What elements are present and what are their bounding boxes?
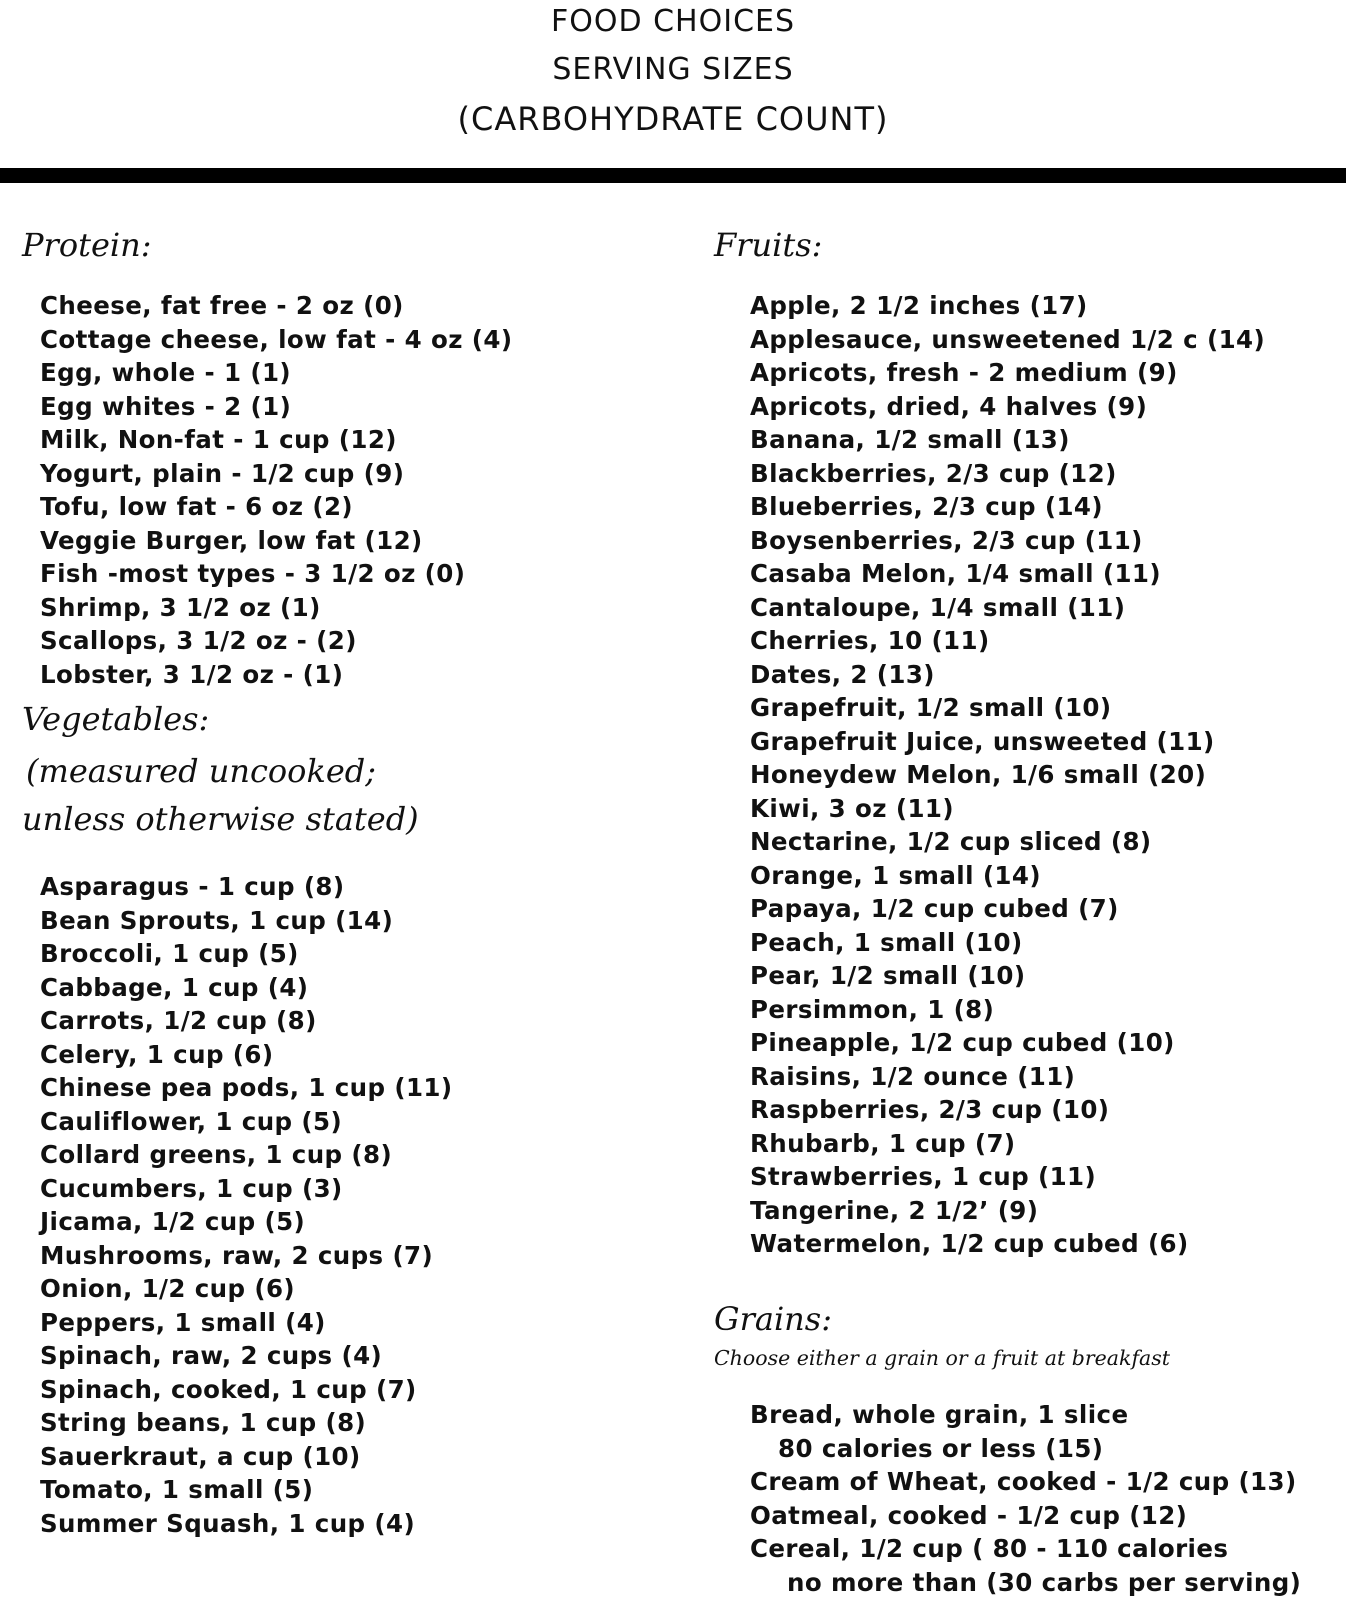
list-item: Cucumbers, 1 cup (3) [40, 1173, 343, 1203]
header-divider [0, 168, 1346, 183]
list-item: Peach, 1 small (10) [750, 927, 1023, 957]
list-item: Apricots, dried, 4 halves (9) [750, 391, 1148, 421]
list-item: Cabbage, 1 cup (4) [40, 972, 309, 1002]
list-item: Spinach, cooked, 1 cup (7) [40, 1374, 417, 1404]
vegetables-list [40, 870, 452, 1540]
list-item: Lobster, 3 1/2 oz - (1) [40, 659, 344, 689]
list-item: Raspberries, 2/3 cup (10) [750, 1095, 1110, 1124]
list-item: Tangerine, 2 1/2’ (9) [750, 1195, 1039, 1225]
list-item: Boysenberries, 2/3 cup (11) [750, 525, 1143, 555]
list-item: Veggie Burger, low fat (12) [40, 525, 423, 555]
list-item: Bean Sprouts, 1 cup (14) [40, 905, 394, 935]
list-item: Peppers, 1 small (4) [40, 1307, 326, 1337]
list-item: Blackberries, 2/3 cup (12) [750, 458, 1117, 488]
list-item: Cottage cheese, low fat - 4 oz (4) [40, 324, 513, 354]
page-subtitle-note: (CARBOHYDRATE COUNT) [457, 100, 889, 138]
list-item: Papaya, 1/2 cup cubed (7) [750, 894, 1119, 923]
list-item: Scallops, 3 1/2 oz - (2) [40, 626, 357, 655]
list-item: Collard greens, 1 cup (8) [40, 1140, 393, 1169]
list-item: Celery, 1 cup (6) [40, 1039, 274, 1069]
list-item: Pineapple, 1/2 cup cubed (10) [750, 1028, 1175, 1057]
vegetables-note-line2: unless otherwise stated) [22, 800, 419, 838]
list-item: Cream of Wheat, cooked - 1/2 cup (13) [750, 1467, 1297, 1496]
list-item: Shrimp, 3 1/2 oz (1) [40, 592, 321, 622]
list-item: Blueberries, 2/3 cup (14) [750, 492, 1103, 521]
list-item: Fish -most types - 3 1/2 oz (0) [40, 559, 466, 588]
grains-list [750, 1398, 1301, 1599]
list-item: Cauliflower, 1 cup (5) [40, 1106, 343, 1136]
list-item: Pear, 1/2 small (10) [750, 961, 1026, 990]
list-item: Cantaloupe, 1/4 small (11) [750, 592, 1126, 622]
list-item: Tofu, low fat - 6 oz (2) [40, 492, 353, 521]
vegetables-heading: Vegetables: [22, 700, 210, 738]
list-item-continuation: no more than (30 carbs per serving) [787, 1567, 1302, 1597]
list-item: Watermelon, 1/2 cup cubed (6) [750, 1229, 1189, 1258]
fruits-heading: Fruits: [714, 226, 823, 264]
list-item: Summer Squash, 1 cup (4) [40, 1508, 416, 1538]
list-item: Egg whites - 2 (1) [40, 391, 292, 421]
list-item: Milk, Non-fat - 1 cup (12) [40, 425, 397, 454]
list-item: Grapefruit, 1/2 small (10) [750, 693, 1112, 722]
grains-note: Choose either a grain or a fruit at breakfast [714, 1346, 1171, 1370]
list-item: Cherries, 10 (11) [750, 626, 990, 655]
list-item: Asparagus - 1 cup (8) [40, 872, 345, 901]
list-item: Casaba Melon, 1/4 small (11) [750, 559, 1161, 588]
list-item: Oatmeal, cooked - 1/2 cup (12) [750, 1500, 1188, 1530]
protein-heading: Protein: [22, 226, 152, 264]
list-item: Raisins, 1/2 ounce (11) [750, 1061, 1076, 1091]
fruits-list [750, 289, 1265, 1261]
list-item: Onion, 1/2 cup (6) [40, 1274, 296, 1303]
list-item: Spinach, raw, 2 cups (4) [40, 1341, 383, 1370]
list-item: Cereal, 1/2 cup ( 80 - 110 calories [750, 1534, 1229, 1563]
protein-list [40, 289, 512, 691]
list-item: Carrots, 1/2 cup (8) [40, 1006, 317, 1035]
list-item: Banana, 1/2 small (13) [750, 425, 1070, 454]
list-item-continuation: 80 calories or less (15) [778, 1433, 1104, 1463]
list-item: Honeydew Melon, 1/6 small (20) [750, 760, 1207, 789]
list-item: Apple, 2 1/2 inches (17) [750, 291, 1088, 320]
list-item: Bread, whole grain, 1 slice [750, 1400, 1129, 1429]
list-item: Chinese pea pods, 1 cup (11) [40, 1073, 453, 1102]
list-item: Apricots, fresh - 2 medium (9) [750, 358, 1178, 387]
list-item: Grapefruit Juice, unsweeted (11) [750, 726, 1215, 756]
list-item: Orange, 1 small (14) [750, 860, 1041, 890]
list-item: Jicama, 1/2 cup (5) [40, 1207, 306, 1236]
list-item: Nectarine, 1/2 cup sliced (8) [750, 827, 1152, 856]
list-item: Rhubarb, 1 cup (7) [750, 1128, 1016, 1158]
page-subtitle: SERVING SIZES [552, 52, 794, 87]
list-item: Egg, whole - 1 (1) [40, 358, 292, 387]
grains-heading: Grains: [714, 1300, 832, 1338]
list-item: Tomato, 1 small (5) [40, 1475, 314, 1504]
list-item: Strawberries, 1 cup (11) [750, 1162, 1097, 1191]
list-item: Kiwi, 3 oz (11) [750, 793, 954, 823]
vegetables-note-line1: (measured uncooked; [26, 752, 377, 790]
list-item: Cheese, fat free - 2 oz (0) [40, 291, 404, 320]
list-item: Dates, 2 (13) [750, 659, 935, 689]
list-item: Applesauce, unsweetened 1/2 c (14) [750, 324, 1266, 354]
list-item: Persimmon, 1 (8) [750, 994, 995, 1024]
page-title: FOOD CHOICES [550, 4, 796, 39]
list-item: Yogurt, plain - 1/2 cup (9) [40, 458, 405, 488]
list-item: Broccoli, 1 cup (5) [40, 939, 299, 968]
list-item: String beans, 1 cup (8) [40, 1408, 367, 1437]
list-item: Sauerkraut, a cup (10) [40, 1441, 361, 1471]
list-item: Mushrooms, raw, 2 cups (7) [40, 1240, 434, 1270]
